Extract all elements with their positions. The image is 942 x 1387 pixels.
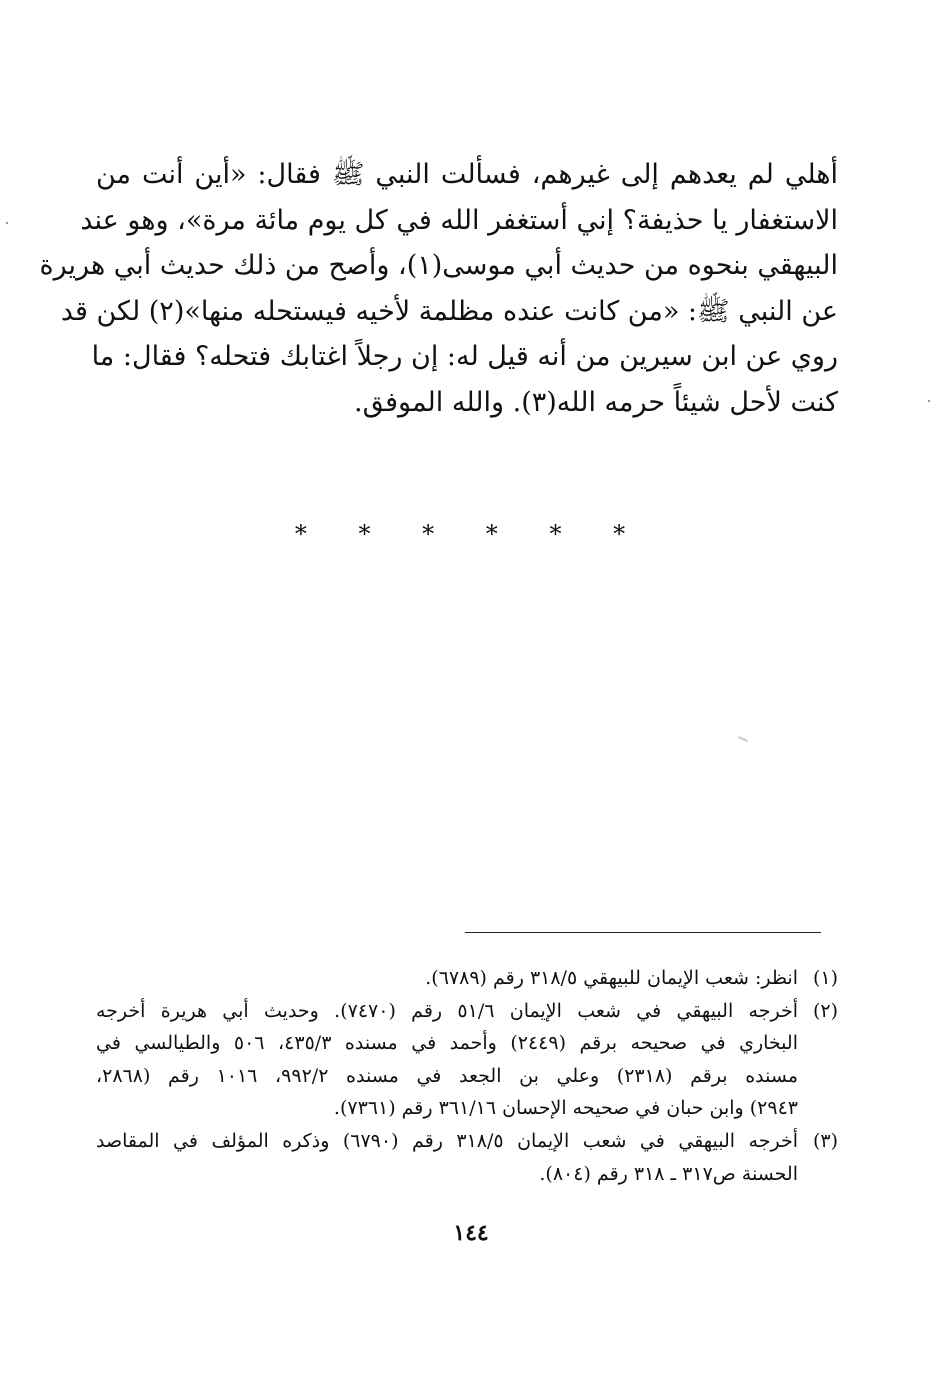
text-line: روي عن ابن سيرين من أنه قيل له: إن رجلاً اغتابك فتحله؟ فقال: ما: [91, 341, 838, 373]
text-line: البيهقي بنحوه من حديث أبي موسى(١)، وأصح من ذلك حديث أبي هريرة: [39, 250, 838, 282]
footnote-marker: (٣): [812, 1129, 838, 1152]
footnote-body: [96, 995, 798, 1125]
scan-speck: [6, 222, 8, 224]
footnote-line: أخرجه البيهقي في شعب الإيمان ٣١٨/٥ رقم (٦٧٩٠) وذكره المؤلف في المقاصد: [96, 1129, 798, 1152]
text-line: أهلي لم يعدهم إلى غيرهم، فسألت النبي ﷺ فقال: «أين أنت من: [96, 159, 838, 190]
scan-speck: [738, 736, 748, 742]
footnote-marker: (٢): [812, 999, 838, 1022]
footnote-3: [96, 1125, 838, 1190]
section-separator: * * * * * *: [294, 520, 648, 548]
text-line: كنت لأحل شيئاً حرمه الله(٣). والله الموفق.: [353, 386, 838, 418]
text-line: الاستغفار يا حذيفة؟ إني أستغفر الله في كل يوم مائة مرة»، وهو عند: [80, 204, 838, 236]
footnote-divider: [465, 932, 821, 933]
footnote-body: [96, 1125, 798, 1190]
page-number: ١٤٤: [453, 1220, 489, 1246]
footnote-line: انظر: شعب الإيمان للبيهقي ٣١٨/٥ رقم (٦٧٨٩).: [425, 967, 798, 989]
footnote-1: [96, 962, 838, 995]
footnote-line: الحسنة ص٣١٧ ـ ٣١٨ رقم (٨٠٤).: [539, 1162, 798, 1185]
footnote-2: [96, 995, 838, 1125]
footnote-line: أخرجه البيهقي في شعب الإيمان ٥١/٦ رقم (٧٤٧٠). وحديث أبي هريرة أخرجه: [96, 999, 798, 1022]
footnote-line: مسنده برقم (٢٣١٨) وعلي بن الجعد في مسنده ٩٩٢/٢، ١٠١٦ رقم (٢٨٦٨،: [96, 1064, 799, 1087]
footnote-line: ٢٩٤٣) وابن حبان في صحيحه الإحسان ٣٦١/١٦ رقم (٧٣٦١).: [333, 1097, 798, 1120]
scan-speck: [928, 400, 930, 402]
footnote-line: البخاري في صحيحه برقم (٢٤٤٩) وأحمد في مسنده ٤٣٥/٣، ٥٠٦ والطيالسي في: [96, 1032, 798, 1055]
text-line: عن النبي ﷺ: «من كانت عنده مظلمة لأخيه فيستحله منها»(٢) لكن قد: [60, 295, 838, 327]
footnotes-block: [96, 962, 838, 1190]
footnote-marker: (١): [812, 967, 838, 989]
footnote-body: [96, 962, 798, 995]
main-text-block: [39, 152, 838, 426]
